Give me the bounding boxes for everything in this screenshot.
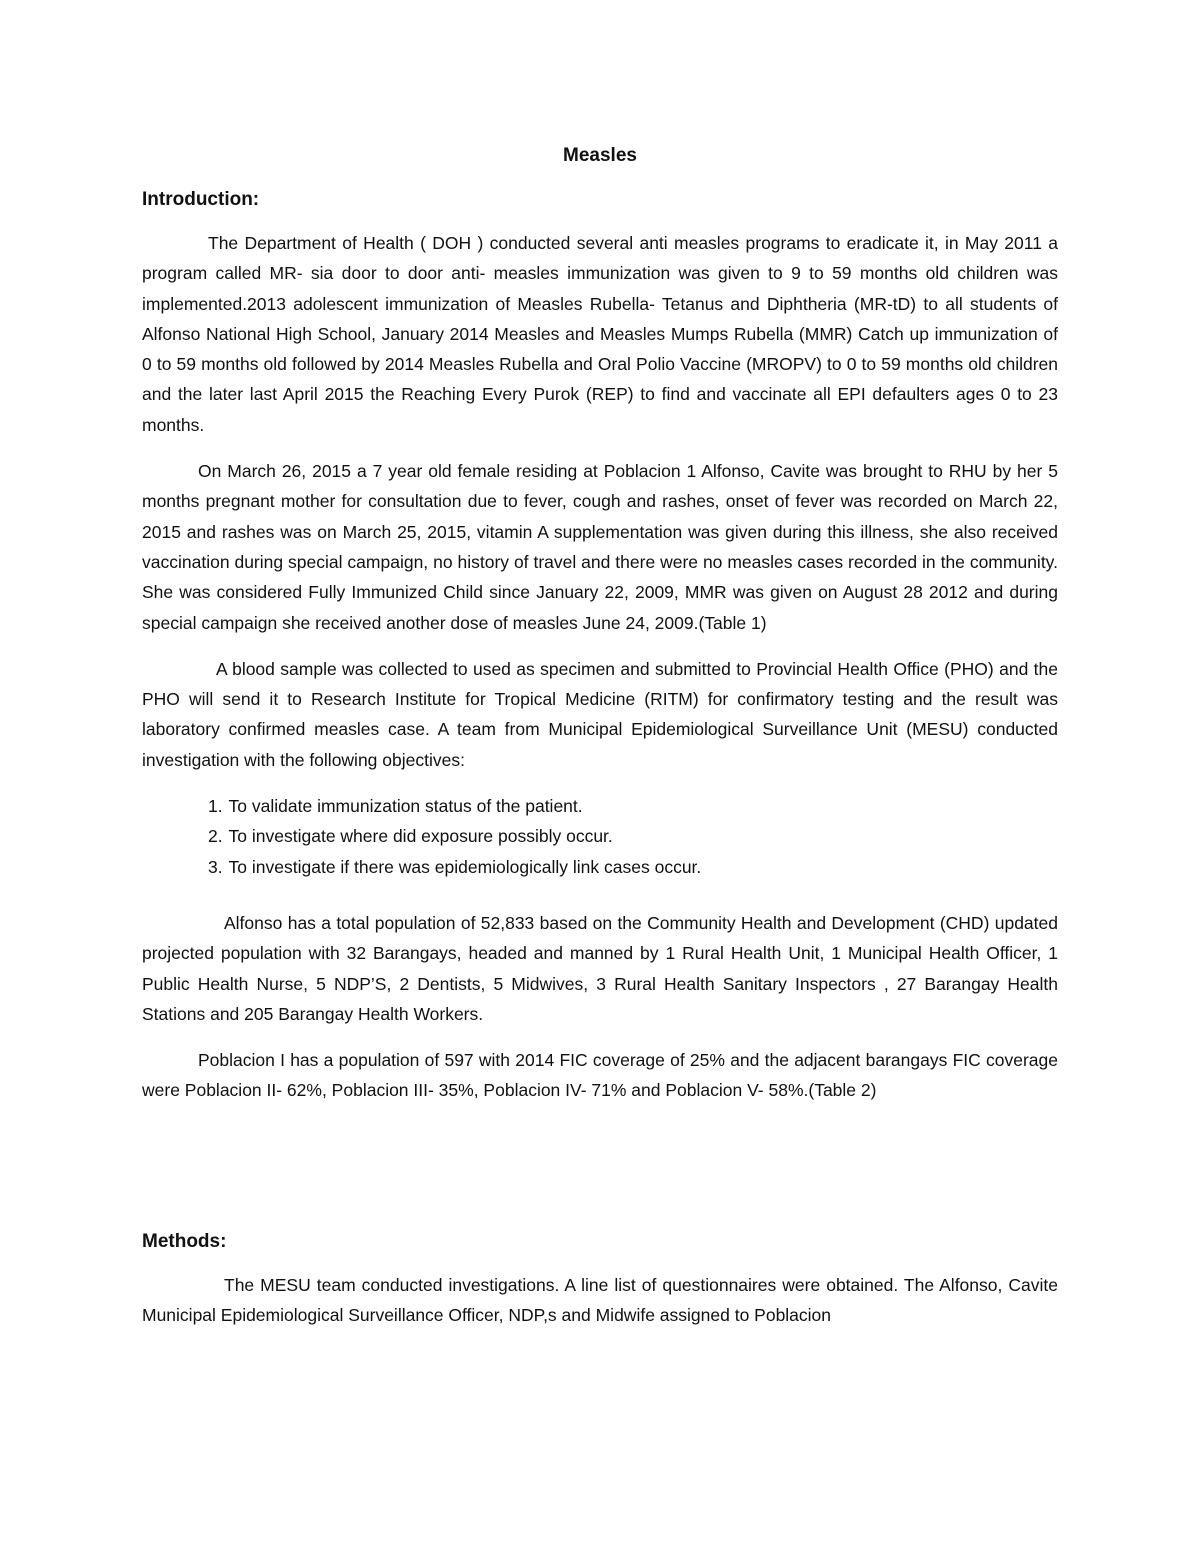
objective-number: 1. [208, 796, 223, 817]
objective-text: To investigate where did exposure possibly occur. [228, 826, 613, 847]
section-spacer [142, 1122, 1058, 1226]
intro-paragraph-blood-sample: A blood sample was collected to used as specimen and submitted to Provincial Health Office (PHO) and the PHO will send it to Research Institute for Tropical Medicine (RITM) for confirmatory testing and the result was laboratory confirmed measles case. A team from Municipal Epidemiological Surveillance Unit (MESU) conducted investigation with the following objectives: [142, 658, 1058, 770]
document-title: Measles [563, 145, 637, 166]
methods-paragraph: The MESU team conducted investigations. A line list of questionnaires were obtained. The Alfonso, Cavite Municipal Epidemiological Surveillance Officer, NDP,s and Midwife assigned to Poblacion [142, 1274, 1058, 1326]
intro-paragraph-case-report: On March 26, 2015 a 7 year old female residing at Poblacion 1 Alfonso, Cavite was brought to RHU by her 5 months pregnant mother for consultation due to fever, cough and rashes, onset of fever was recorded on March 22, 2015 and rashes was on March 25, 2015, vitamin A supplementation was given during this illness, she also received vaccination during special campaign, no history of travel and there were no measles cases recorded in the community. She was considered Fully Immunized Child since January 22, 2009, MMR was given on August 28 2012 and during special campaign she received another dose of measles June 24, 2009.(Table 1) [142, 461, 1058, 633]
objective-number: 3. [208, 856, 223, 877]
methods-heading: Methods: [142, 1230, 227, 1252]
intro-paragraph-fic-coverage: Poblacion I has a population of 597 with 2014 FIC coverage of 25% and the adjacent barangays FIC coverage were Poblacion II- 62%, Poblacion III- 35%, Poblacion IV- 71% and Poblacion V- 58%.(Table 2) [142, 1050, 1058, 1101]
objective-item [208, 821, 1058, 851]
objective-text: To validate immunization status of the patient. [228, 796, 583, 817]
objectives-list [142, 791, 1058, 882]
objective-item [208, 791, 1058, 821]
document-page [142, 140, 1058, 1346]
objective-item [208, 852, 1058, 882]
introduction-heading: Introduction: [142, 189, 260, 210]
objective-text: To investigate if there was epidemiologically link cases occur. [228, 856, 702, 877]
objective-number: 2. [208, 826, 223, 847]
intro-paragraph-population: Alfonso has a total population of 52,833 based on the Community Health and Development (CHD) updated projected population with 32 Barangays, headed and manned by 1 Rural Health Unit, 1 Municipal Health Officer, 1 Public Health Nurse, 5 NDP’S, 2 Dentists, 5 Midwives, 3 Rural Health Sanitary Inspectors , 27 Barangay Health Stations and 205 Barangay Health Workers. [142, 912, 1058, 1024]
intro-paragraph-doh-programs: The Department of Health ( DOH ) conducted several anti measles programs to eradicate it, in May 2011 a program called MR- sia door to door anti- measles immunization was given to 9 to 59 months old children was implemented.2013 adolescent immunization of Measles Rubella- Tetanus and Diphtheria (MR-tD) to all students of Alfonso National High School, January 2014 Measles and Measles Mumps Rubella (MMR) Catch up immunization of 0 to 59 months old followed by 2014 Measles Rubella and Oral Polio Vaccine (MROPV) to 0 to 59 months old children and the later last April 2015 the Reaching Every Purok (REP) to find and vaccinate all EPI defaulters ages 0 to 23 months. [142, 233, 1058, 435]
